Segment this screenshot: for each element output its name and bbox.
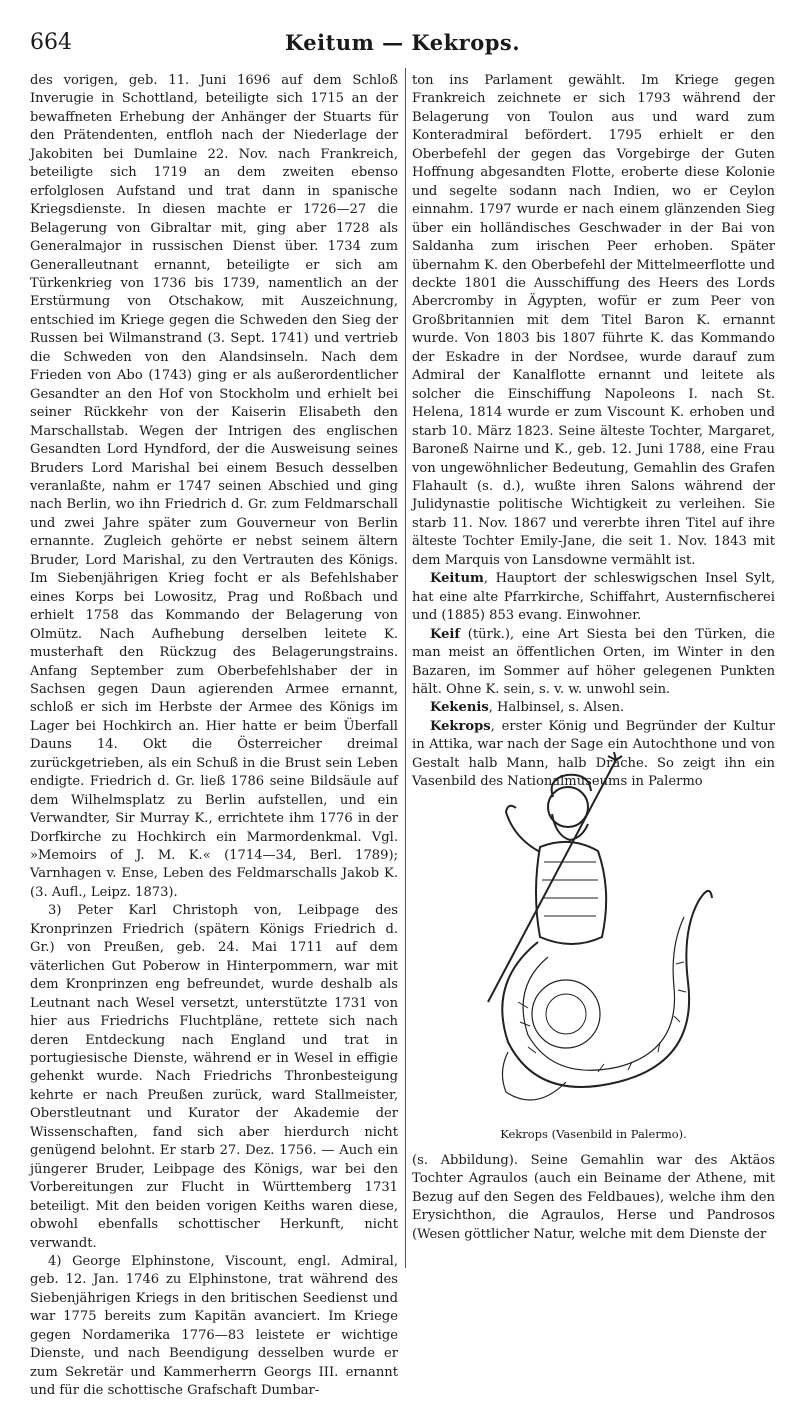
entry-headword: Keitum xyxy=(430,571,484,587)
paragraph xyxy=(30,902,398,1253)
entry-text: , Halbinsel, s. Alsen. xyxy=(488,700,625,716)
paragraph xyxy=(30,1253,398,1401)
entry-text: des vorigen, geb. 11. Juni 1696 auf dem Schloß Inverugie in Schottland, beteiligte sich 1715 an der bewaffneten Erhebung der Anhänger der Stuarts für den Prätendenten, entfloh nach der Niederlage der Jakobiten bei Dumlaine 22. Nov. nach Frankreich, beteiligte sich 1719 an dem zweiten ebenso erfolglosen Aufstand und trat dann in spanische Kriegsdienste. In diesen machte er 1726—27 die Belagerung von Gibraltar mit, ging aber 1728 als Generalmajor in russischen Dienst über. 1734 zum Generalleutnant ernannt, beteiligte er sich am Türkenkrieg von 1736 bis 1739, namentlich an der Erstürmung von Otschakow, mit Auszeichnung, entschied im Kriege gegen die Schweden den Sieg der Russen bei Wilmanstrand (3. Sept. 1741) und vertrieb die Schweden von den Alandsinseln. Nach dem Frieden von Abo (1743) ging er als außerordentlicher Gesandter an den Hof von Stockholm und erhielt bei seiner Rückkehr von der Kaiserin Elisabeth den Marschallstab. Wegen der Intrigen des englischen Gesandten Lord Hyndford, der die Ausweisung seines Bruders Lord Marishal bei einem Besuch desselben veranlaßte, nahm er 1747 seinen Abschied und ging nach Berlin, wo ihn Friedrich d. Gr. zum Feldmarschall und zwei Jahre später zum Gouverneur von Berlin ernannte. Zugleich gehörte er nebst seinem ältern Bruder, Lord Marishal, zu den Vertrauten des Königs. Im Siebenjährigen Krieg focht er als Befehlshaber eines Korps bei Lowositz, Prag und Roßbach und erhielt 1758 das Kommando der Belagerung von Olmütz. Nach Aufhebung derselben leitete K. musterhaft den Rückzug des Belagerungstrains. Anfang September zum Oberbefehlshaber der in Sachsen gegen Daun agierenden Armee ernannt, schloß er sich im Herbste der Armee des Königs im Lager bei Hochkirch an. Hier hatte er beim Überfall Dauns 14. Okt die Österreicher dreimal zurückgetrieben, als ein Schuß in die Brust sein Leben endigte. Friedrich d. Gr. ließ 1786 seine Bildsäule auf dem Wilhelmsplatz zu Berlin aufstellen, und ein Verwandter, Sir Murray K., errichtete ihm 1776 in der Dorfkirche zu Hochkirch ein Marmordenkmal. Vgl. »Memoirs of J. M. K.« (1714—34, Berl. 1789); Varnhagen v. Ense, Leben des Feldmarschalls Jakob K. (3. Aufl., Leipz. 1873). xyxy=(30,73,398,900)
paragraph xyxy=(412,72,775,570)
entry-headword: Kekenis xyxy=(430,700,489,716)
entry-text: (türk.), eine Art Siesta bei den Türken, die man meist an öffentlichen Orten, im Winter in den Bazaren, im Sommer auf höher gelegenen Punkten hält. Ohne K. sein, s. v. w. unwohl sein. xyxy=(412,626,775,697)
entry-headword: Keif xyxy=(430,626,461,642)
entry-text: , Hauptort der schleswigschen Insel Sylt, hat eine alte Pfarrkirche, Schiffahrt, Austernfischerei und (1885) 853 evang. Einwohner. xyxy=(412,571,775,624)
entry-keif xyxy=(412,626,775,700)
entry-headword: Kekrops xyxy=(430,718,491,734)
running-title: Keitum — Kekrops. xyxy=(284,30,521,55)
page-number: 664 xyxy=(30,30,72,55)
right-column-continued xyxy=(412,1152,775,1244)
right-column xyxy=(412,72,775,792)
entry-text: 3) Peter Karl Christoph von, Leibpage des Kronprinzen Friedrich (spätern Königs Friedrich d. Gr.) von Preußen, geb. 24. Mai 1711 auf dem väterlichen Gut Poberow in Hinterpommern, war mit dem Kronprinzen eng befreundet, wurde deshalb als Leutnant nach Wesel versetzt, unterstützte 1731 von hier aus Friedrichs Fluchtpläne, rettete sich nach deren Entdeckung nach England und trat in portugiesische Dienste, während er in Wesel in effigie gehenkt wurde. Nach Friedrichs Thronbesteigung kehrte er nach Preußen zurück, ward Stallmeister, Oberstleutnant und Kurator der Akademie der Wissenschaften, fand sich aber hierdurch nicht genügend belohnt. Er starb 27. Dez. 1756. — Auch ein jüngerer Bruder, Leibpage des Königs, war bei den Vorbereitungen zur Flucht in Württemberg 1731 beteiligt. Mit den beiden vorigen Keiths waren diese, obwohl ebenfalls schottischer Herkunft, nicht verwandt. xyxy=(30,903,398,1251)
entry-text: , erster König und Begründer der Kultur in Attika, war nach der Sage ein Autochthone und von Gestalt halb Mann, halb Drache. So zeigt ihn ein Vasenbild des Nationalmuseums in Palermo xyxy=(412,718,775,790)
paragraph: (s. Abbildung). Seine Gemahlin war des Aktäos Tochter Agraulos (auch ein Beiname der Athene, mit Bezug auf den Segen des Feldbaues), welche ihm den Erysichthon, die Agraulos, Herse und Pandrosos (Wesen göttlicher Natur, welche mit dem Dienste der xyxy=(412,1153,775,1242)
paragraph xyxy=(30,72,398,902)
left-column xyxy=(30,72,398,1401)
entry-text: 4) George Elphinstone, Viscount, engl. Admiral, geb. 12. Jan. 1746 zu Elphinstone, trat während des Siebenjährigen Kriegs in den britischen Seedienst und war 1775 bereits zum Kapitän avanciert. Im Kriege gegen Nordamerika 1776—83 leistete er wichtige Dienste, und nach Beendigung desselben wurde er zum Sekretär und Kammerherrn Georgs III. ernannt und für die schottische Grafschaft Dumbar- xyxy=(30,1254,398,1399)
kekrops-vase-illustration xyxy=(448,752,723,1120)
entry-keitum xyxy=(412,570,775,625)
page-header xyxy=(30,28,775,58)
column-divider xyxy=(405,68,406,1268)
entry-kekenis xyxy=(412,699,775,717)
figure-caption: Kekrops (Vasenbild in Palermo). xyxy=(500,1127,687,1141)
kekrops-drawing xyxy=(448,752,723,1120)
entry-text: ton ins Parlament gewählt. Im Kriege gegen Frankreich zeichnete er sich 1793 während der Belagerung von Toulon aus und ward zum Konteradmiral befördert. 1795 erhielt er den Oberbefehl der gegen das Vorgebirge der Guten Hoffnung abgesandten Flotte, eroberte diese Kolonie und segelte sodann nach Indien, wo er Ceylon einnahm. 1797 wurde er nach einem glänzenden Sieg über ein holländisches Geschwader in der Bai von Saldanha zum irischen Peer erhoben. Später übernahm K. den Oberbefehl der Mittelmeerflotte und deckte 1801 die Ausschiffung des Heers des Lords Abercromby in Ägypten, wofür er zum Peer von Großbritannien mit dem Titel Baron K. ernannt wurde. Von 1803 bis 1807 führte K. das Kommando der Eskadre in der Nordsee, wurde darauf zum Admiral der Kanalflotte ernannt und leitete als solcher die Einschiffung Napoleons I. nach St. Helena, 1814 wurde er zum Viscount K. erhoben und starb 10. März 1823. Seine älteste Tochter, Margaret, Baroneß Nairne und K., geb. 12. Juni 1788, eine Frau von ungewöhnlicher Bedeutung, Gemahlin des Grafen Flahault (s. d.), wußte ihren Salons während der Julidynastie politische Wichtigkeit zu verleihen. Sie starb 11. Nov. 1867 und vererbte ihren Titel auf ihre älteste Tochter Emily-Jane, die seit 1. Nov. 1843 mit dem Marquis von Lansdowne vermählt ist. xyxy=(412,73,775,568)
